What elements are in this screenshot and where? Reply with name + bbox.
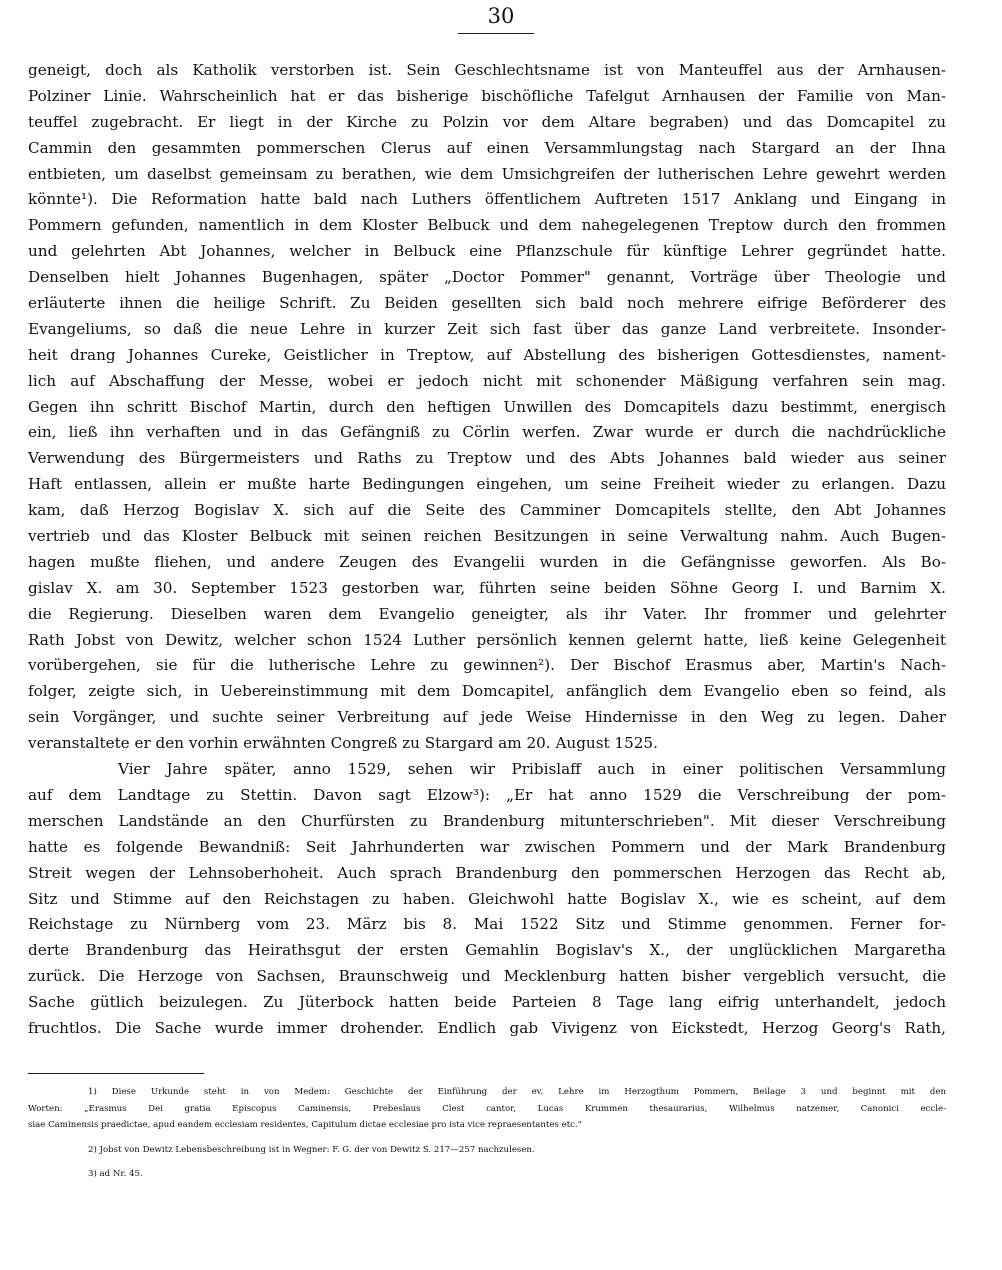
footnote-1: 1) Diese Urkunde steht in von Medem: Geschichte der Einführung der ev. Lehre im Herzogthum Pommern, Beilage 3 und beginnt mit den: [88, 1087, 946, 1097]
body-line: veranstaltete er den vorhin erwähnten Congreß zu Stargard am 20. August 1525.: [28, 734, 658, 753]
page-number: 30: [487, 4, 515, 28]
body-line: die Regierung. Dieselben waren dem Evangelio geneigter, als ihr Vater. Ihr frommer und gelehrter: [28, 604, 946, 623]
body-line: entbieten, um daselbst gemeinsam zu berathen, wie dem Umsichgreifen der lutherischen Lehre gewehrt werden: [28, 164, 946, 183]
body-line: teuffel zugebracht. Er liegt in der Kirche zu Polzin vor dem Altare begraben) und das Domcapitel zu: [28, 112, 946, 131]
body-line: ein, ließ ihn verhaften und in das Gefängniß zu Cörlin werfen. Zwar wurde er durch die nachdrückliche: [28, 423, 946, 442]
body-line: heit drang Johannes Cureke, Geistlicher in Treptow, auf Abstellung des bisherigen Gottesdienstes, nament-: [28, 345, 946, 364]
body-line: gislav X. am 30. September 1523 gestorben war, führten seine beiden Söhne Georg I. und Barnim X.: [28, 578, 946, 597]
body-line: Evangeliums, so daß die neue Lehre in kurzer Zeit sich fast über das ganze Land verbreitete. Insonder-: [28, 319, 946, 338]
footnote-2: 2) Jobst von Dewitz Lebensbeschreibung ist in Wegner: F. G. der von Dewitz S. 217—257 nachzulesen.: [88, 1144, 535, 1155]
body-line: vorübergehen, sie für die lutherische Lehre zu gewinnen²). Der Bischof Erasmus aber, Martin's Nach-: [28, 656, 946, 675]
body-line: erläuterte ihnen die heilige Schrift. Zu Beiden gesellten sich bald noch mehrere eifrige Beförderer des: [28, 294, 946, 313]
body-line: Sache gütlich beizulegen. Zu Jüterbock hatten beide Parteien 8 Tage lang eifrig unterhandelt, jedoch: [28, 993, 946, 1012]
footnote-rule: [28, 1073, 204, 1074]
footnote-1-continued: siae Caminensis praedictae, apud eandem ecclesiam residentes, Capitulum dictae ecclesiae pro ista vice repraesentantes etc.": [28, 1120, 582, 1130]
body-line: auf dem Landtage zu Stettin. Davon sagt Elzow³): „Er hat anno 1529 die Verschreibung der pom-: [28, 785, 946, 804]
body-line: Haft entlassen, allein er mußte harte Bedingungen eingehen, um seine Freiheit wieder zu erlangen. Dazu: [28, 475, 946, 494]
body-line: sein Vorgänger, und suchte seiner Verbreitung auf jede Weise Hindernisse in den Weg zu legen. Daher: [28, 708, 946, 727]
header-rule: [458, 33, 534, 34]
body-line: derte Brandenburg das Heirathsgut der ersten Gemahlin Bogislav's X., der unglücklichen Margaretha: [28, 941, 946, 960]
body-line: fruchtlos. Die Sache wurde immer drohender. Endlich gab Vivigenz von Eickstedt, Herzog Georg's Rath,: [28, 1018, 946, 1037]
body-line: hagen mußte fliehen, und andere Zeugen des Evangelii wurden in die Gefängnisse geworfen. Als Bo-: [28, 552, 946, 571]
footnote-1-continued: Worten: „Erasmus Dei gratia Episcopus Caminensis, Prebeslaus Clest cantor, Lucas Krummen thesaurarius, Wilhelmus natzemer, Canonici eccle-: [28, 1103, 946, 1114]
body-line: geneigt, doch als Katholik verstorben ist. Sein Geschlechtsname ist von Manteuffel aus der Arnhausen-: [28, 61, 946, 79]
footnote-3: 3) ad Nr. 45.: [88, 1169, 143, 1179]
body-line: Cammin den gesammten pommerschen Clerus auf einen Versammlungstag nach Stargard an der Ihna: [28, 138, 946, 157]
body-line: Vier Jahre später, anno 1529, sehen wir Pribislaff auch in einer politischen Versammlung: [118, 760, 946, 779]
footnotes: [28, 1084, 946, 1183]
body-line: Reichstage zu Nürnberg vom 23. März bis 8. Mai 1522 Sitz und Stimme genommen. Ferner for-: [28, 915, 946, 934]
body-line: Verwendung des Bürgermeisters und Raths zu Treptow und des Abts Johannes bald wieder aus seiner: [28, 449, 946, 468]
body-line: könnte¹). Die Reformation hatte bald nach Luthers öffentlichem Auftreten 1517 Anklang und Eingang in: [28, 190, 946, 209]
body-line: Sitz und Stimme auf den Reichstagen zu haben. Gleichwohl hatte Bogislav X., wie es scheint, auf dem: [28, 889, 946, 908]
body-line: und gelehrten Abt Johannes, welcher in Belbuck eine Pflanzschule für künftige Lehrer gegründet hatte.: [28, 242, 946, 261]
body-line: kam, daß Herzog Bogislav X. sich auf die Seite des Camminer Domcapitels stellte, den Abt Johannes: [28, 501, 946, 520]
body-text: [28, 58, 946, 1042]
body-line: zurück. Die Herzoge von Sachsen, Braunschweig und Mecklenburg hatten bisher vergeblich versucht, die: [28, 967, 946, 986]
body-line: vertrieb und das Kloster Belbuck mit seinen reichen Besitzungen in seine Verwaltung nahm. Auch Bugen-: [28, 527, 946, 546]
body-line: Denselben hielt Johannes Bugenhagen, später „Doctor Pommer" genannt, Vorträge über Theologie und: [28, 268, 946, 287]
body-line: Polziner Linie. Wahrscheinlich hat er das bisherige bischöfliche Tafelgut Arnhausen der Familie von Man-: [28, 86, 946, 105]
body-line: merschen Landstände an den Churfürsten zu Brandenburg mitunterschrieben". Mit dieser Verschreibung: [28, 811, 946, 830]
body-line: Pommern gefunden, namentlich in dem Kloster Belbuck und dem nahegelegenen Treptow durch den frommen: [28, 216, 946, 235]
body-line: lich auf Abschaffung der Messe, wobei er jedoch nicht mit schonender Mäßigung verfahren sein mag.: [28, 371, 946, 390]
body-line: Gegen ihn schritt Bischof Martin, durch den heftigen Unwillen des Domcapitels dazu bestimmt, energisch: [28, 397, 946, 416]
body-line: hatte es folgende Bewandniß: Seit Jahrhunderten war zwischen Pommern und der Mark Brandenburg: [28, 837, 946, 856]
body-line: Streit wegen der Lehnsoberhoheit. Auch sprach Brandenburg den pommerschen Herzogen das Recht ab,: [28, 863, 946, 882]
body-line: folger, zeigte sich, in Uebereinstimmung mit dem Domcapitel, anfänglich dem Evangelio eben so feind, als: [28, 682, 946, 701]
body-line: Rath Jobst von Dewitz, welcher schon 1524 Luther persönlich kennen gelernt hatte, ließ keine Gelegenheit: [28, 630, 946, 649]
